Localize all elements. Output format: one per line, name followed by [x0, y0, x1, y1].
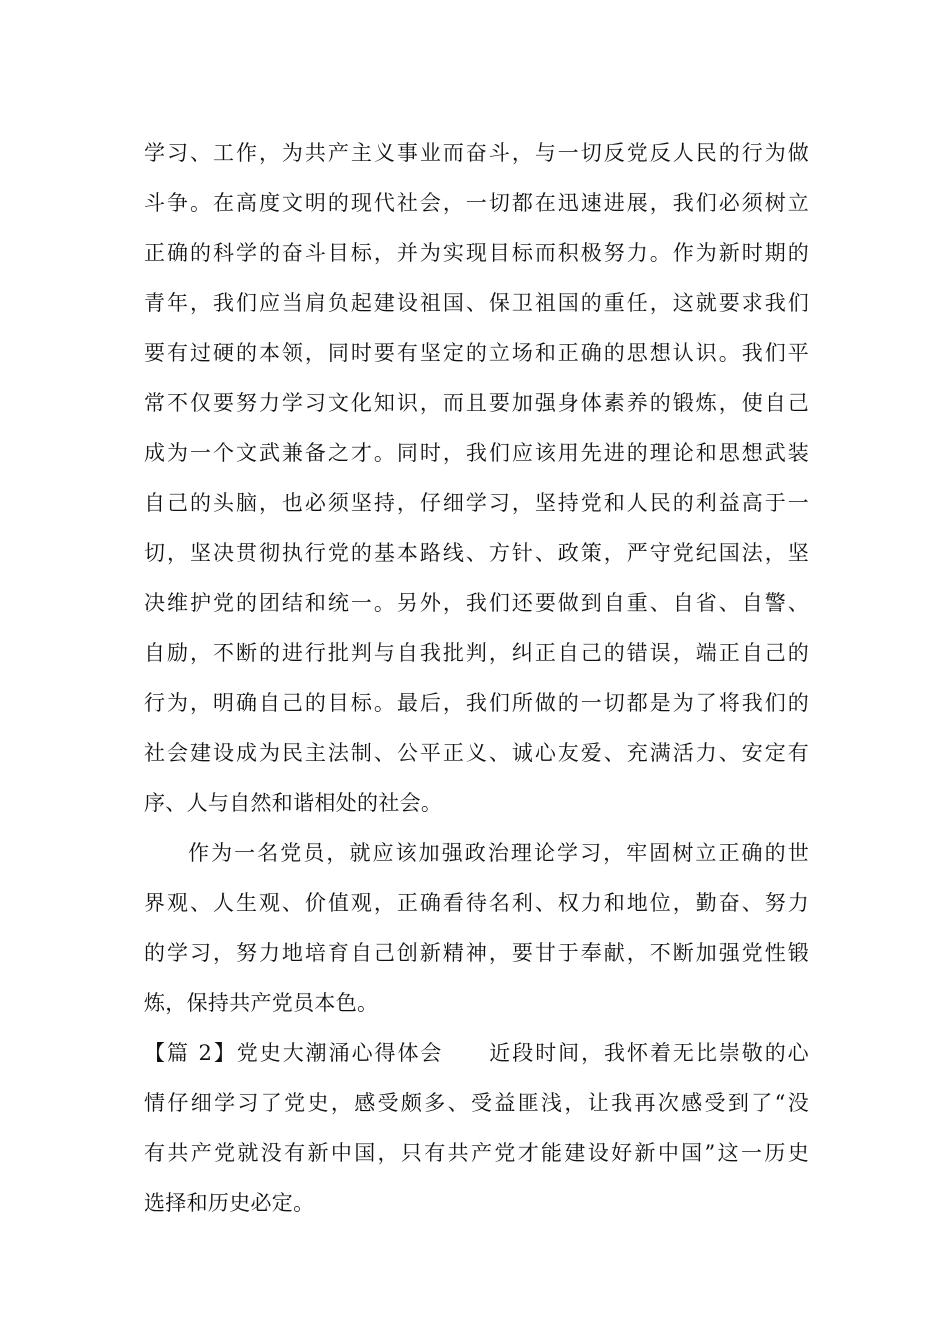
text-line: 成为一个文武兼备之才。同时，我们应该用先进的理论和思想武装 — [144, 441, 809, 465]
text-line: 正确的科学的奋斗目标，并为实现目标而积极努力。作为新时期的 — [144, 241, 809, 265]
text-line: 切，坚决贯彻执行党的基本路线、方针、政策，严守党纪国法，坚 — [144, 541, 809, 565]
text-line: 的学习，努力地培育自己创新精神，要甘于奉献，不断加强党性锻 — [144, 941, 809, 965]
text-line: 斗争。在高度文明的现代社会，一切都在迅速进展，我们必须树立 — [144, 191, 809, 215]
text-line: 常不仅要努力学习文化知识，而且要加强身体素养的锻炼，使自己 — [144, 391, 809, 415]
text-line: 序、人与自然和谐相处的社会。 — [144, 791, 443, 815]
paragraph-2 — [144, 828, 809, 1028]
text-line: 自励，不断的进行批判与自我批判，纠正自己的错误，端正自己的 — [144, 641, 809, 665]
text-line: 自己的头脑，也必须坚持，仔细学习，坚持党和人民的利益高于一 — [144, 491, 809, 515]
text-line: 情仔细学习了党史，感受颇多、受益匪浅，让我再次感受到了“没 — [144, 1091, 809, 1115]
text-line: 要有过硬的本领，同时要有坚定的立场和正确的思想认识。我们平 — [144, 341, 809, 365]
text-line: 学习、工作，为共产主义事业而奋斗，与一切反党反人民的行为做 — [144, 141, 809, 165]
text-line: 炼，保持共产党员本色。 — [144, 991, 379, 1015]
text-line: 行为，明确自己的目标。最后，我们所做的一切都是为了将我们的 — [144, 691, 809, 715]
paragraph-3 — [144, 1028, 809, 1228]
text-line: 社会建设成为民主法制、公平正义、诚心友爱、充满活力、安定有 — [144, 741, 809, 765]
text-line: 选择和历史必定。 — [144, 1191, 315, 1215]
document-body — [144, 128, 809, 1228]
text-line: 青年，我们应当肩负起建设祖国、保卫祖国的重任，这就要求我们 — [144, 291, 809, 315]
text-line: 作为一名党员，就应该加强政治理论学习，牢固树立正确的世 — [188, 841, 809, 865]
paragraph-1 — [144, 128, 809, 828]
text-line: 决维护党的团结和统一。另外，我们还要做到自重、自省、自警、 — [144, 591, 809, 615]
text-line: 有共产党就没有新中国，只有共产党才能建设好新中国”这一历史 — [144, 1141, 809, 1165]
text-line: 界观、人生观、价值观，正确看待名利、权力和地位，勤奋、努力 — [144, 891, 809, 915]
text-line: 【篇 2】党史大潮涌心得体会 近段时间，我怀着无比崇敬的心 — [144, 1041, 809, 1065]
